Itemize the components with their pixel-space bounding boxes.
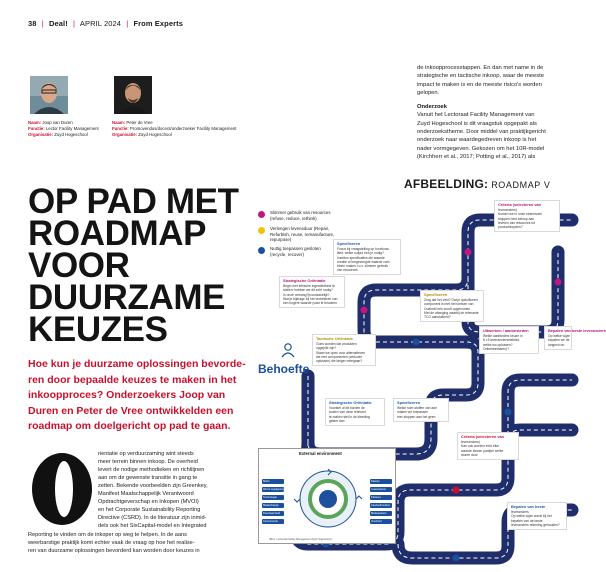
roadmap-box-uitwerken: Uitwerken / aanbesteden Welke aanbieders keuze in 6 t.5 leverancierselekties welke wo oplossen? Onbeheerbaren)? bbox=[479, 326, 539, 354]
title-line: OP PAD MET bbox=[28, 182, 239, 221]
env-label: Partners bbox=[370, 495, 392, 500]
author-caption-joop: Naam: Joop van Duren Functie: Lector Facility Management Organisatie: Zuyd Hogeschool bbox=[28, 120, 99, 138]
body-text-column: rientatie op verduurzaming wint steeds meer terrein binnen inkoop. De overheid levert de nodige methodieken en richtlijnen aan om de gewenste transitie in gang te zetten. Bekende voorbeelden zijn Greenkey, Manifest Maatschappelijk Verantwoord Opdrachtgeverschap en Inkopen (MVOI) en het Corporate Sustainability Reporting Directive (CSRD). In de literatuur zijn inmid- dels ook het SixCapital-model en Integrated bbox=[98, 451, 208, 530]
roadmap-box-criteria: Criteria (selecteren van leveranciers) Kan ook worden echt elke waarde kiezen partijen welke sturen door bbox=[457, 432, 519, 460]
roadmap-box-specificeren-3: Specificeren Welke ruim stoffen van aan maken we toepassen mer stoppen aan het geen bbox=[393, 398, 449, 422]
env-label: Maatschappij bbox=[262, 503, 284, 508]
legend-item: Slimmer gebruik van resources (refuse, reduce, rethink) bbox=[258, 210, 331, 221]
section-name: From Experts bbox=[133, 19, 184, 28]
env-label: Wet & regelgeving bbox=[263, 488, 285, 491]
roadmap-box-strategische-orientatie-2: Strategische Oriëntatie Voorstel of dit borden de kosten van deze relevant te maken stel in de kleeding geldet dan bbox=[325, 398, 385, 426]
figure-heading: AFBEELDING: ROADMAP V bbox=[404, 177, 551, 191]
title-line: DUURZAME bbox=[28, 278, 226, 317]
env-label: Medewerkers bbox=[370, 511, 392, 516]
body-text-full-width: Reporting te vinden om de inkoper op weg te helpen. In de aans weerbarstige praktijk komt echter vaak de vraag op hoe het realise- ren van duurzame oplossingen bevorderd kan worden door keuzes in bbox=[28, 532, 200, 555]
external-environment-panel bbox=[258, 448, 396, 544]
person-icon bbox=[280, 342, 296, 358]
env-label: Duurzaamheid bbox=[262, 511, 284, 516]
issue-date: APRIL 2024 bbox=[79, 19, 122, 28]
env-label: Klanten bbox=[370, 479, 392, 484]
env-label: Leveranciers bbox=[370, 487, 392, 492]
author-caption-peter: Naam: Peter de Vree Functie: Promovendus/docent/onderzoeker Facility Management Organisatie: Zuyd Hogeschool bbox=[112, 120, 237, 138]
legend-item: Verlengen levensduur (Repair, Refurbish, reuse, remanufacture, repurpose) bbox=[258, 226, 334, 243]
roadmap-box-bepalen: Bepalen van beste leveranciers Op welke wijze bepalen we de longest run bbox=[544, 326, 572, 350]
title-line: KEUZES bbox=[28, 310, 168, 349]
roadmap-box-strategische-orientatie: Strategische Oriëntatie Begin met kritische ingesteldheid te stellen: hebben we dit echt nodig? In onze omvang?(noodzakelijk? Wat je bijdrage bij het verbeteren van een hogere waarde (vaar te bewaren bbox=[279, 276, 345, 308]
env-label: Markt bbox=[262, 479, 284, 484]
legend-item: Nuttig toepassen gesloten (recycle, recover) bbox=[258, 246, 321, 257]
subhead-onderzoek: Onderzoek bbox=[417, 104, 447, 111]
title-line: ROADMAP bbox=[28, 214, 207, 253]
magazine-name: Deal! bbox=[48, 19, 68, 28]
env-label: Technologie bbox=[262, 495, 284, 500]
env-label: Overheid bbox=[370, 519, 392, 524]
page-header: 38 | Deal! | APRIL 2024 | From Experts bbox=[28, 19, 184, 28]
circular-process-diagram bbox=[293, 461, 363, 533]
roadmap-box-specificeren-2: Specificeren Zorg dat het veld? Dat je specificeert component is met het toetsen van Oudheid erin wordt opgenomen Met de afweging waarbij de relevante TCO aansluitend? bbox=[420, 290, 484, 322]
behoefte-label: Behoefte bbox=[258, 362, 310, 376]
drop-cap-o bbox=[30, 452, 94, 526]
env-label: Concurrentie bbox=[262, 519, 284, 524]
env-label: Aandeelhouders bbox=[370, 503, 392, 508]
author-photo-joop bbox=[30, 76, 68, 114]
roadmap-box-tactische-orientatie: Tactische Oriëntatie Goes worden dat produkten opgepikt zijn? Staan we open voor alternatieven die met componenten (verkocht oplossen) die langer meegaan? bbox=[312, 334, 376, 366]
blue-dot-icon bbox=[258, 247, 265, 254]
roadmap-box-specificeren: Specificeren Focus bij vraagstelling op functiona- liteit: welke output heb je nodig? Inzetten specificaties die waarde creatie of toegevoegde waarde com- binen maken t.o.v. slimmer gebruik van resources bbox=[333, 239, 401, 275]
article-title bbox=[28, 182, 239, 349]
roadmap-box-bepalen-2: Bepalen van beste leveranciers Op welke wijze wordt bij het bepalen van de beste leveranciers rekening gehouden? bbox=[507, 502, 567, 530]
title-line: VOOR bbox=[28, 246, 130, 285]
external-environment-title: External environment bbox=[299, 451, 342, 456]
article-lead: Hoe kun je duurzame oplossingen bevorde- ren door bepaalde keuzes te maken in het inkoopproces? Onderzoekers Joop van Duren en Peter de Vree ontwikkelden een roadmap om doelgericht op pad te gaan. bbox=[28, 358, 246, 433]
roadmap-box-criteria-2: Criteria (selecteren van leveranciers) Komen we in onze eiremisnen stoppen heid beloop aan leveren van resources tot productiecycles? bbox=[494, 200, 560, 232]
figure-source: (Bron: Lectoraat Facility Management Zuyd Hogeschool) bbox=[269, 538, 332, 541]
yellow-dot-icon bbox=[258, 227, 265, 234]
page-number: 38 bbox=[28, 19, 37, 28]
right-column-text: de inkoopprocesstappen. En dan met name in de strategische en tactische inkoop, waar de meeste impact te maken is en de meeste risico's worden gelopen. Onderzoek Vanuit het Lectoraat Facility Management van Zuyd Hogeschool is dit vraagstuk opgepakt als onderzoekstheme. Door middel van praktijkgericht onderzoek naar waardegedreven inkoop is het nader vormgegeven. Gekozen om het 10R-model (Kirchherr et al., 2017; Potting et al., 2017) als bbox=[417, 65, 546, 160]
magenta-dot-icon bbox=[258, 211, 265, 218]
author-photo-peter bbox=[114, 76, 152, 114]
